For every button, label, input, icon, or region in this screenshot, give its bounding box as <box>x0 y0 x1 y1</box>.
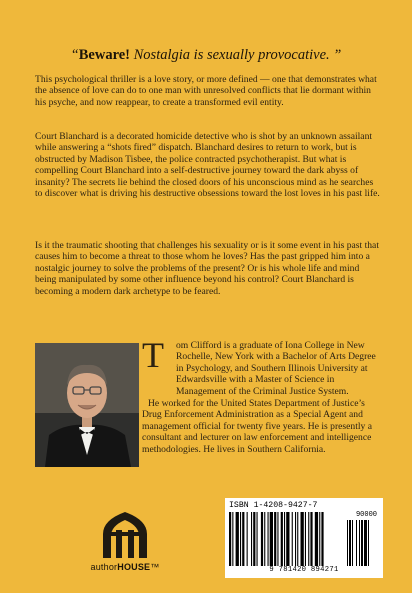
author-photo <box>35 343 139 467</box>
barcode-digits: 9 781420 894271 <box>269 566 339 574</box>
headline-rest: Nostalgia is sexually provocative. <box>130 47 334 63</box>
isbn-barcode <box>225 498 383 578</box>
bio-paragraph-1: om Clifford is a graduate of Iona College in New Rochelle, New York with a Bachelor of Arts Degree in Psychology, and Southern Illinois University at Edwardsville with a Master of Science in Management of the Criminal Justice System. <box>176 340 376 397</box>
blurb-paragraph-2: Court Blanchard is a decorated homicide detective who is shot by an unknown assailant while answering a “shots fired” dispatch. Blanchard desires to return to work, but is obstructed by Madison Tisbee, the police contracted psychotherapist. But what is compelling Court Blanchard into a self-destructive journey toward the dark abyss of insanity? The secrets lie behind the closed doors of his unconscious mind as he searches to discover what is driving his destructive obsessions toward the lost loves in his past life. <box>35 131 380 200</box>
headline-strong: Beware! <box>78 47 131 63</box>
author-bio <box>142 340 382 455</box>
bio-paragraph-2: He worked for the United States Department of Justice’s Drug Enforcement Administration as a Special Agent and management official for twenty five years. He is presently a consultant and lecturer on law enforcement and intelligence methodologies. He lives in Southern California. <box>142 398 372 455</box>
blurb-paragraph-3: Is it the traumatic shooting that challenges his sexuality or is it some event in his past that causes him to become a threat to those whom he loves? Has the past gripped him into a nostalgic journey to solve the problems of the present? Or is his whole life and mind being manipulated by some other influence beyond his control? Court Blanchard is becoming a modern dark archetype to be feared. <box>35 240 379 297</box>
publisher-logo <box>83 510 167 568</box>
bio-dropcap: T <box>142 335 164 375</box>
publisher-name: authorHOUSE™ <box>90 562 160 572</box>
isbn-label: ISBN 1-4208-9427-7 <box>229 501 318 510</box>
headline-quote: “Beware! Nostalgia is sexually provocative. ” <box>70 47 342 63</box>
price-code: 90000 <box>355 511 377 519</box>
blurb-paragraph-1: This psychological thriller is a love story, or more defined — one that demonstrates what the absence of love can do to one man with unresolved conflicts that lie dormant within his psyche, and now reappear, to create a transformed evil entity. <box>35 74 377 108</box>
barcode-bars <box>229 512 379 566</box>
